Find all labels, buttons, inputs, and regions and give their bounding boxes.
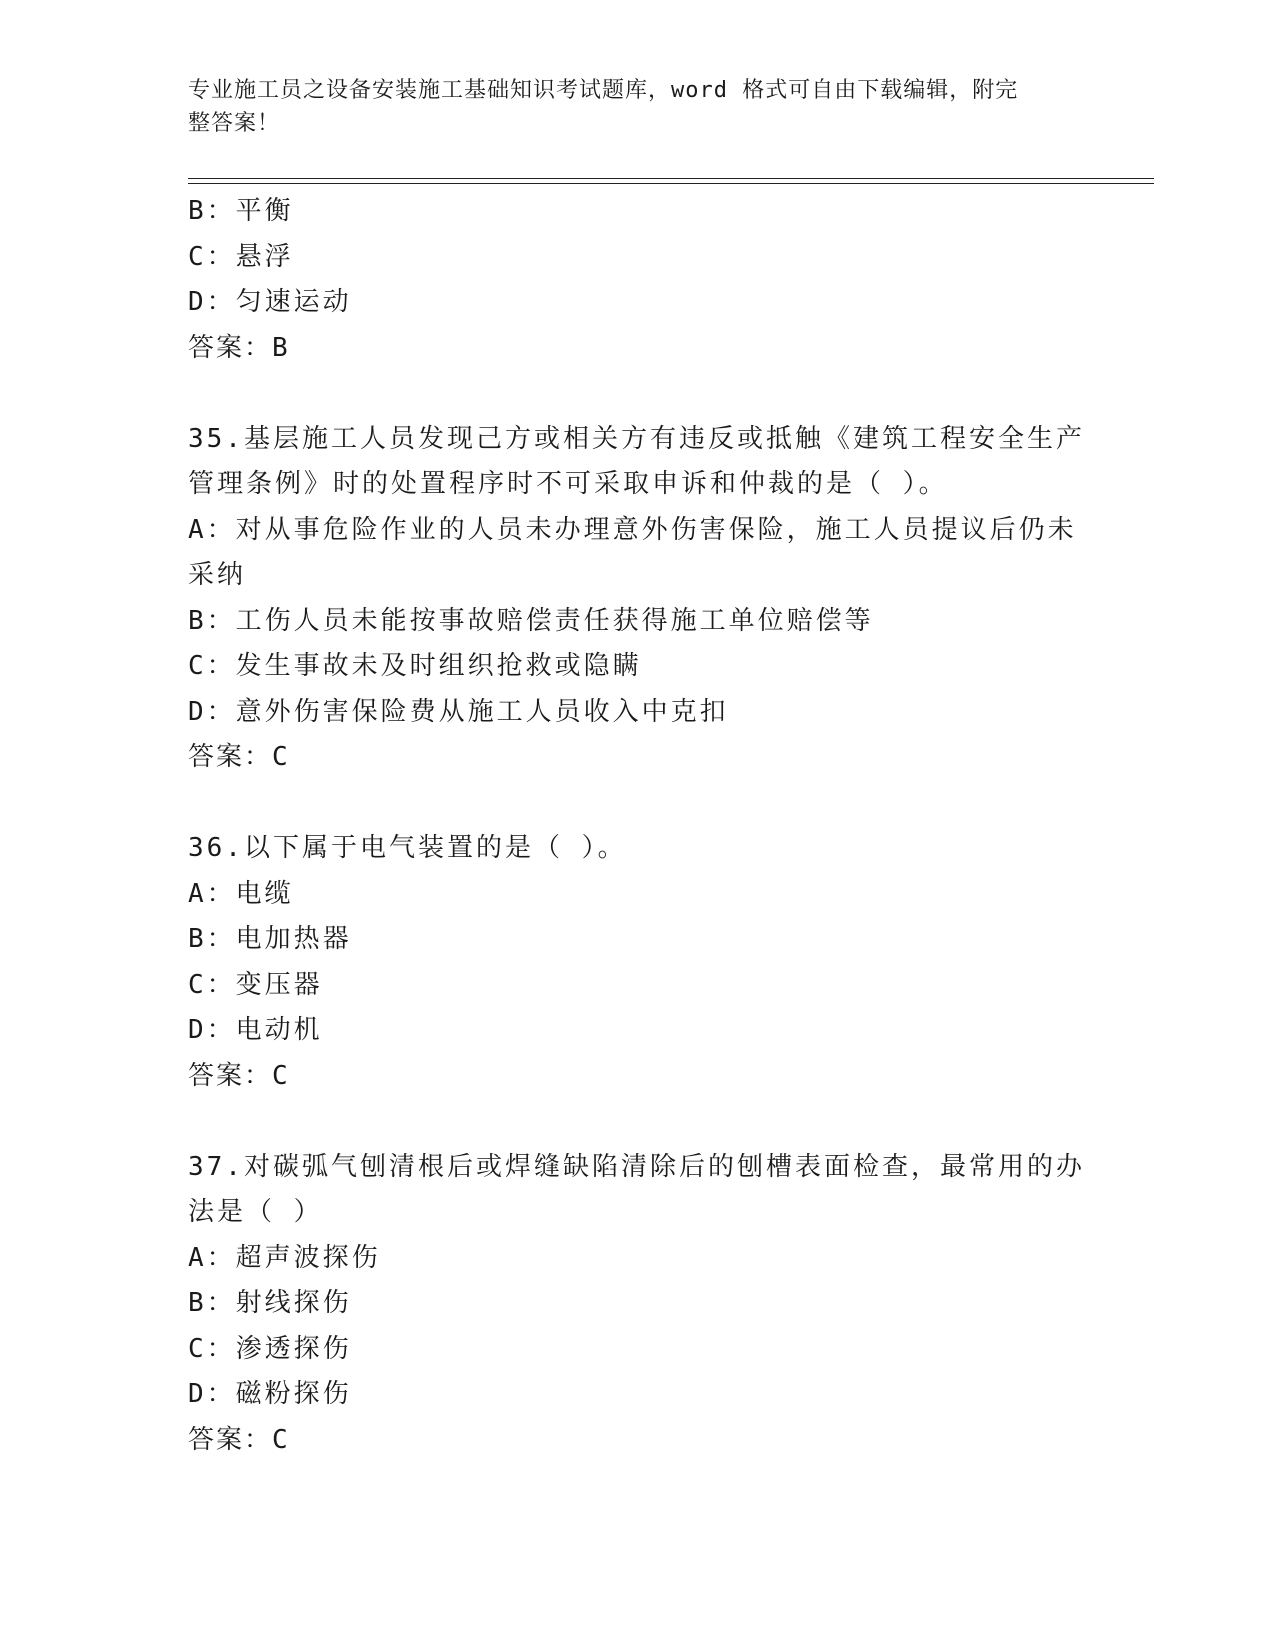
answer-line: 答案：C bbox=[188, 742, 290, 772]
option-b: B：电加热器 bbox=[188, 924, 352, 954]
question-37 bbox=[188, 1145, 1088, 1464]
document-header bbox=[188, 74, 1068, 140]
option-d: D：匀速运动 bbox=[188, 287, 352, 317]
header-line-2: 整答案！ bbox=[188, 111, 281, 136]
header-divider-top bbox=[188, 178, 1154, 179]
option-b: B：平衡 bbox=[188, 196, 294, 226]
option-a-line-1: A：对从事危险作业的人员未办理意外伤害保险，施工人员提议后仍未 bbox=[188, 514, 1077, 545]
option-d: D：磁粉探伤 bbox=[188, 1379, 352, 1409]
question-list bbox=[188, 189, 1088, 1463]
question-34-tail bbox=[188, 189, 1088, 371]
question-stem-line-2: 管理条例》时的处置程序时不可采取申诉和仲裁的是（ ）。 bbox=[188, 469, 948, 499]
option-b: B：工伤人员未能按事故赔偿责任获得施工单位赔偿等 bbox=[188, 605, 874, 636]
question-stem-line-1: 35.基层施工人员发现己方或相关方有违反或抵触《建筑工程安全生产 bbox=[188, 423, 1085, 454]
question-stem: 36.以下属于电气装置的是（ ）。 bbox=[188, 833, 627, 863]
option-c: C：渗透探伤 bbox=[188, 1333, 352, 1364]
answer-line: 答案：C bbox=[188, 1060, 290, 1091]
option-a-line-2: 采纳 bbox=[188, 560, 247, 590]
header-line-1: 专业施工员之设备安装施工基础知识考试题库，word 格式可自由下载编辑，附完 bbox=[188, 78, 1019, 103]
question-stem-line-2: 法是（ ） bbox=[188, 1197, 323, 1227]
question-36 bbox=[188, 826, 1088, 1099]
question-35 bbox=[188, 417, 1088, 781]
option-c: C：悬浮 bbox=[188, 241, 294, 272]
question-stem-line-1: 37.对碳弧气刨清根后或焊缝缺陷清除后的刨槽表面检查，最常用的办 bbox=[188, 1151, 1085, 1182]
option-a: A：电缆 bbox=[188, 878, 294, 909]
option-d: D：电动机 bbox=[188, 1015, 323, 1045]
option-b: B：射线探伤 bbox=[188, 1288, 352, 1318]
option-d: D：意外伤害保险费从施工人员收入中克扣 bbox=[188, 696, 729, 727]
answer-line: 答案：C bbox=[188, 1424, 290, 1455]
header-divider-bottom bbox=[188, 183, 1154, 184]
option-c: C：变压器 bbox=[188, 969, 323, 1000]
option-c: C：发生事故未及时组织抢救或隐瞒 bbox=[188, 651, 642, 681]
answer-line: 答案：B bbox=[188, 332, 290, 363]
option-a: A：超声波探伤 bbox=[188, 1242, 381, 1273]
